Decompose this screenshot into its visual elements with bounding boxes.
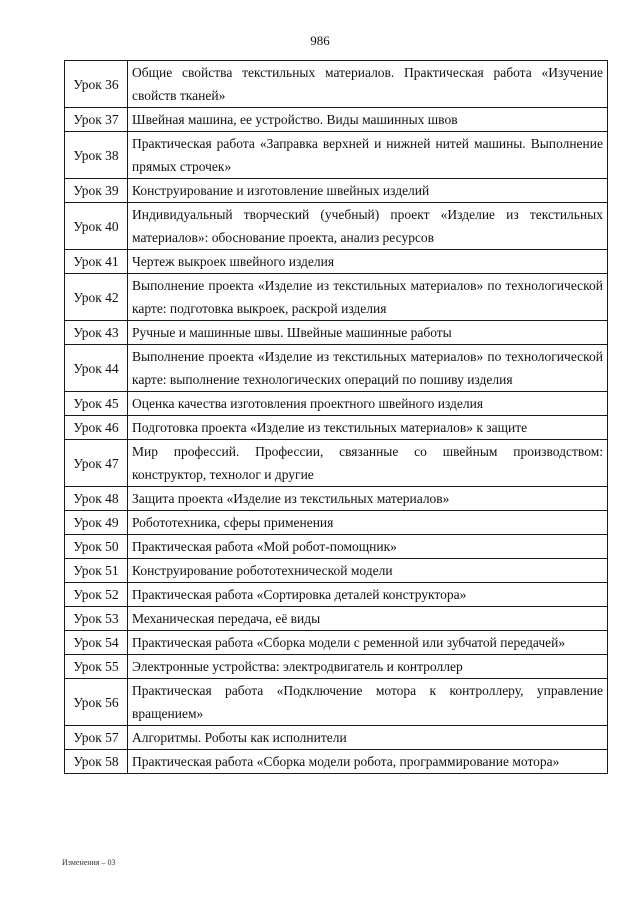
lesson-number: Урок 51: [65, 559, 128, 583]
lesson-number: Урок 52: [65, 583, 128, 607]
table-row: [65, 345, 608, 392]
table-row: [65, 679, 608, 726]
lessons-table: [64, 60, 608, 774]
table-row: [65, 132, 608, 179]
lesson-number: Урок 54: [65, 631, 128, 655]
lesson-topic: Практическая работа «Сборка модели робота, программирование мотора»: [128, 750, 608, 774]
lesson-number: Урок 57: [65, 726, 128, 750]
table-row: [65, 440, 608, 487]
lesson-number: Урок 36: [65, 61, 128, 108]
lesson-topic: Общие свойства текстильных материалов. Практическая работа «Изучение свойств тканей»: [128, 61, 608, 108]
lesson-topic: Выполнение проекта «Изделие из текстильных материалов» по технологической карте: выполнение технологических операций по пошиву изделия: [128, 345, 608, 392]
lesson-topic: Ручные и машинные швы. Швейные машинные работы: [128, 321, 608, 345]
table-row: [65, 203, 608, 250]
lesson-number: Урок 55: [65, 655, 128, 679]
lesson-number: Урок 38: [65, 132, 128, 179]
lesson-topic: Практическая работа «Сортировка деталей конструктора»: [128, 583, 608, 607]
table-row: [65, 559, 608, 583]
table-row: [65, 655, 608, 679]
lesson-number: Урок 50: [65, 535, 128, 559]
lesson-topic: Чертеж выкроек швейного изделия: [128, 250, 608, 274]
table-row: [65, 750, 608, 774]
footer-revision-note: Изменения – 03: [62, 858, 116, 867]
lesson-number: Урок 40: [65, 203, 128, 250]
lesson-topic: Робототехника, сферы применения: [128, 511, 608, 535]
lesson-number: Урок 53: [65, 607, 128, 631]
lesson-number: Урок 49: [65, 511, 128, 535]
table-row: [65, 607, 608, 631]
lesson-number: Урок 37: [65, 108, 128, 132]
lesson-number: Урок 58: [65, 750, 128, 774]
table-row: [65, 511, 608, 535]
lesson-number: Урок 46: [65, 416, 128, 440]
lesson-topic: Конструирование и изготовление швейных изделий: [128, 179, 608, 203]
lesson-topic: Практическая работа «Сборка модели с ременной или зубчатой передачей»: [128, 631, 608, 655]
lesson-number: Урок 45: [65, 392, 128, 416]
lesson-topic: Защита проекта «Изделие из текстильных материалов»: [128, 487, 608, 511]
lessons-table-body: [65, 61, 608, 774]
table-row: [65, 108, 608, 132]
table-row: [65, 179, 608, 203]
lesson-topic: Практическая работа «Подключение мотора к контроллеру, управление вращением»: [128, 679, 608, 726]
table-row: [65, 321, 608, 345]
lesson-number: Урок 39: [65, 179, 128, 203]
page-number: 986: [310, 33, 330, 48]
lesson-topic: Механическая передача, её виды: [128, 607, 608, 631]
lesson-topic: Выполнение проекта «Изделие из текстильных материалов» по технологической карте: подготовка выкроек, раскрой изделия: [128, 274, 608, 321]
lesson-topic: Подготовка проекта «Изделие из текстильных материалов» к защите: [128, 416, 608, 440]
lesson-number: Урок 43: [65, 321, 128, 345]
table-row: [65, 583, 608, 607]
lesson-number: Урок 42: [65, 274, 128, 321]
lesson-topic: Конструирование робототехнической модели: [128, 559, 608, 583]
table-row: [65, 535, 608, 559]
lesson-number: Урок 56: [65, 679, 128, 726]
table-row: [65, 416, 608, 440]
lesson-topic: Индивидуальный творческий (учебный) проект «Изделие из текстильных материалов»: обоснование проекта, анализ ресурсов: [128, 203, 608, 250]
lesson-topic: Электронные устройства: электродвигатель и контроллер: [128, 655, 608, 679]
lesson-topic: Алгоритмы. Роботы как исполнители: [128, 726, 608, 750]
table-row: [65, 392, 608, 416]
lesson-number: Урок 44: [65, 345, 128, 392]
lesson-topic: Практическая работа «Мой робот-помощник»: [128, 535, 608, 559]
table-row: [65, 250, 608, 274]
table-row: [65, 61, 608, 108]
lesson-topic: Практическая работа «Заправка верхней и нижней нитей машины. Выполнение прямых строчек»: [128, 132, 608, 179]
lesson-number: Урок 48: [65, 487, 128, 511]
table-row: [65, 274, 608, 321]
lesson-topic: Мир профессий. Профессии, связанные со швейным производством: конструктор, технолог и другие: [128, 440, 608, 487]
lesson-topic: Швейная машина, ее устройство. Виды машинных швов: [128, 108, 608, 132]
lesson-number: Урок 47: [65, 440, 128, 487]
table-row: [65, 631, 608, 655]
lesson-topic: Оценка качества изготовления проектного швейного изделия: [128, 392, 608, 416]
lesson-number: Урок 41: [65, 250, 128, 274]
table-row: [65, 487, 608, 511]
table-row: [65, 726, 608, 750]
